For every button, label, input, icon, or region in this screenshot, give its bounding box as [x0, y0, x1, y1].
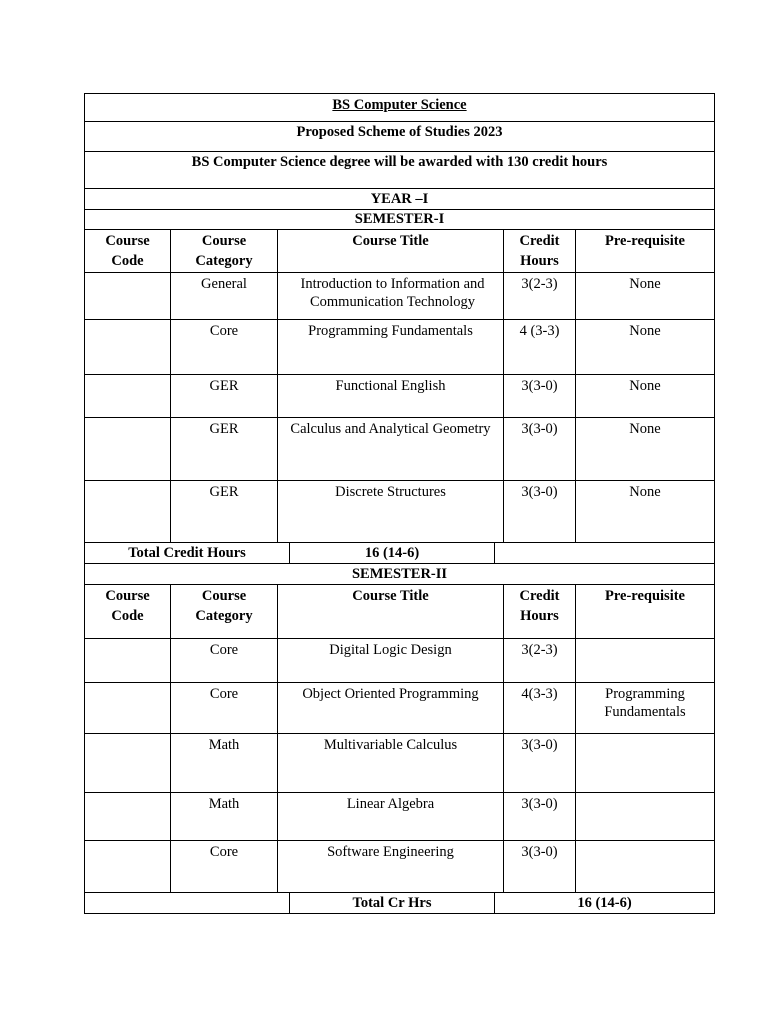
program-title-row	[84, 93, 715, 122]
total-credit-label: Total Credit Hours	[128, 545, 246, 561]
semester-2-title: SEMESTER-II	[351, 566, 448, 582]
credit-hours: 4 (3-3)	[503, 320, 575, 374]
semester-1-header-row	[84, 230, 715, 273]
course-code	[85, 734, 170, 792]
course-title: Programming Fundamentals	[277, 320, 503, 374]
course-title: Calculus and Analytical Geometry	[277, 418, 503, 480]
total-cr-value: 16 (14-6)	[494, 893, 714, 913]
course-category: Core	[170, 841, 277, 892]
course-category: GER	[170, 481, 277, 542]
year-title: YEAR –I	[370, 191, 429, 207]
course-code	[85, 639, 170, 682]
prerequisite: None	[575, 273, 714, 319]
col-prerequisite: Pre-requisite	[575, 585, 714, 638]
course-title: Linear Algebra	[277, 793, 503, 840]
credit-hours: 3(3-0)	[503, 481, 575, 542]
semester-2-total-row	[84, 893, 715, 914]
course-code	[85, 273, 170, 319]
prerequisite: None	[575, 375, 714, 417]
credit-hours: 4(3-3)	[503, 683, 575, 733]
course-code	[85, 481, 170, 542]
semester-1-title: SEMESTER-I	[354, 211, 445, 227]
col-course-code: Course Code	[105, 233, 150, 269]
course-title: Introduction to Information and Communication Technology	[277, 273, 503, 319]
col-course-code: Course Code	[105, 588, 150, 624]
table-row	[84, 375, 715, 418]
credit-hours: 3(3-0)	[503, 793, 575, 840]
table-row	[84, 639, 715, 683]
col-course-category: Course Category	[170, 585, 277, 638]
credit-hours: 3(2-3)	[503, 639, 575, 682]
award-note: BS Computer Science degree will be awarded with 130 credit hours	[191, 154, 608, 170]
course-category: Math	[170, 734, 277, 792]
course-title: Object Oriented Programming	[277, 683, 503, 733]
prerequisite	[575, 734, 714, 792]
course-category: Core	[170, 683, 277, 733]
table-row	[84, 418, 715, 481]
year-row	[84, 189, 715, 210]
course-title: Digital Logic Design	[277, 639, 503, 682]
col-course-title: Course Title	[277, 585, 503, 638]
col-credit-hours: Credit Hours	[503, 230, 575, 272]
semester-1-total-row	[84, 543, 715, 564]
table-row	[84, 320, 715, 375]
prerequisite	[575, 793, 714, 840]
semester-2-title-row	[84, 564, 715, 585]
total-cr-label: Total Cr Hrs	[289, 893, 494, 913]
table-row	[84, 734, 715, 793]
prerequisite	[575, 639, 714, 682]
prerequisite: Programming Fundamentals	[575, 683, 714, 733]
prerequisite	[575, 841, 714, 892]
total-credit-value: 16 (14-6)	[289, 543, 494, 563]
course-code	[85, 841, 170, 892]
col-credit-hours: Credit Hours	[503, 585, 575, 638]
course-category: Math	[170, 793, 277, 840]
scheme-of-studies-table	[84, 93, 715, 914]
col-course-title: Course Title	[277, 230, 503, 272]
prerequisite: None	[575, 418, 714, 480]
course-title: Discrete Structures	[277, 481, 503, 542]
table-row	[84, 841, 715, 893]
course-code	[85, 418, 170, 480]
program-title: BS Computer Science	[332, 97, 467, 113]
semester-1-title-row	[84, 210, 715, 230]
course-code	[85, 793, 170, 840]
credit-hours: 3(2-3)	[503, 273, 575, 319]
course-code	[85, 375, 170, 417]
course-title: Multivariable Calculus	[277, 734, 503, 792]
course-category: Core	[170, 320, 277, 374]
table-row	[84, 683, 715, 734]
semester-2-header-row	[84, 585, 715, 639]
prerequisite: None	[575, 481, 714, 542]
col-prerequisite: Pre-requisite	[575, 230, 714, 272]
prerequisite: None	[575, 320, 714, 374]
course-title: Functional English	[277, 375, 503, 417]
credit-hours: 3(3-0)	[503, 841, 575, 892]
course-category: GER	[170, 418, 277, 480]
total-credit-extra	[494, 543, 714, 563]
table-row	[84, 273, 715, 320]
table-row	[84, 481, 715, 543]
col-course-category: Course Category	[170, 230, 277, 272]
course-category: Core	[170, 639, 277, 682]
course-category: GER	[170, 375, 277, 417]
course-title: Software Engineering	[277, 841, 503, 892]
award-note-row	[84, 152, 715, 189]
credit-hours: 3(3-0)	[503, 418, 575, 480]
course-code	[85, 683, 170, 733]
scheme-title: Proposed Scheme of Studies 2023	[296, 124, 503, 140]
scheme-title-row	[84, 122, 715, 152]
credit-hours: 3(3-0)	[503, 734, 575, 792]
table-row	[84, 793, 715, 841]
course-code	[85, 320, 170, 374]
credit-hours: 3(3-0)	[503, 375, 575, 417]
total-cr-blank	[85, 893, 289, 913]
course-category: General	[170, 273, 277, 319]
